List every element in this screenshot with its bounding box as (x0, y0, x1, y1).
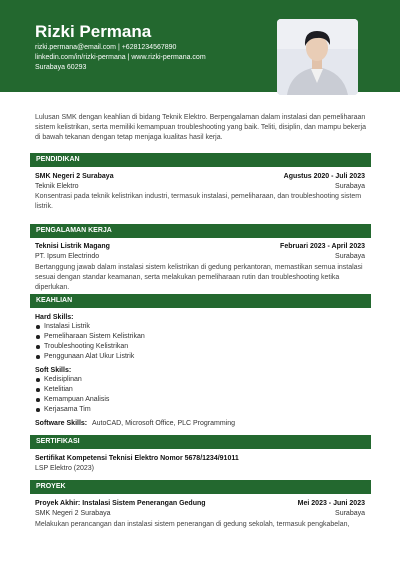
experience-company: PT. Ipsum Electrindo (35, 253, 100, 260)
software-skills-label: Software Skills: (35, 420, 88, 427)
project-city: Surabaya (335, 510, 365, 517)
contact-email-phone: rizki.permana@email.com | +6281234567890 (35, 44, 177, 51)
project-school: SMK Negeri 2 Surabaya (35, 510, 111, 517)
bullet-icon (36, 388, 40, 392)
profile-photo (277, 19, 358, 95)
bullet-icon (36, 378, 40, 382)
experience-role: Teknisi Listrik Magang (35, 243, 110, 250)
education-dates: Agustus 2020 - Juli 2023 (283, 173, 365, 180)
software-skills-list: AutoCAD, Microsoft Office, PLC Programming (92, 420, 236, 427)
contact-links: linkedin.com/in/rizki-permana | www.rizki-permana.com (35, 54, 206, 61)
bullet-icon (36, 398, 40, 402)
hard-skills-label: Hard Skills: (35, 314, 74, 321)
certification-issuer: LSP Elektro (2023) (35, 465, 95, 472)
experience-description: Bertanggung jawab dalam instalasi sistem kelistrikan di gedung perkantoran, memastikan semua instalasi sesuai dengan standar keamanan, serta melakukan pemeliharaan rutin dan troubleshooting ketika diperlukan. (35, 264, 363, 291)
bullet-icon (36, 355, 40, 359)
bullet-icon (36, 325, 40, 329)
contact-location: Surabaya 60293 (35, 64, 87, 71)
section-header-education: PENDIDIKAN (30, 153, 371, 167)
education-city: Surabaya (335, 183, 365, 190)
bullet-icon (36, 408, 40, 412)
section-header-skills: KEAHLIAN (30, 294, 371, 308)
candidate-name: Rizki Permana (35, 22, 152, 41)
soft-skill-item: Kerjasama Tim (44, 406, 91, 413)
hard-skill-item: Instalasi Listrik (44, 323, 90, 330)
section-header-project: PROYEK (30, 480, 371, 494)
section-header-experience: PENGALAMAN KERJA (30, 224, 371, 238)
education-school: SMK Negeri 2 Surabaya (35, 173, 114, 180)
project-name: Proyek Akhir: Instalasi Sistem Penerangan Gedung (35, 500, 206, 507)
education-major: Teknik Elektro (35, 183, 79, 190)
hard-skill-item: Penggunaan Alat Ukur Listrik (44, 353, 135, 360)
soft-skill-item: Kedisiplinan (44, 376, 82, 383)
bullet-icon (36, 345, 40, 349)
soft-skill-item: Ketelitian (44, 386, 73, 393)
section-header-certification: SERTIFIKASI (30, 435, 371, 449)
experience-dates: Februari 2023 - April 2023 (280, 243, 365, 250)
soft-skill-item: Kemampuan Analisis (44, 396, 110, 403)
person-photo-icon (277, 19, 358, 95)
project-description: Melakukan perancangan dan instalasi sistem penerangan di gedung sekolah, termasuk pengkabelan, (35, 521, 350, 528)
hard-skill-item: Pemeliharaan Sistem Kelistrikan (44, 333, 145, 340)
hard-skill-item: Troubleshooting Kelistrikan (44, 343, 129, 350)
soft-skills-label: Soft Skills: (35, 367, 72, 374)
profile-summary: Lulusan SMK dengan keahlian di bidang Teknik Elektro. Berpengalaman dalam instalasi dan pemeliharaan sistem kelistrikan, serta memiliki kemampuan troubleshooting yang baik. Teliti, disiplin, dan mampu bekerja di bawah tekanan dengan tetap menjaga kualitas hasil kerja. (35, 114, 366, 141)
project-dates: Mei 2023 - Juni 2023 (297, 500, 365, 507)
bullet-icon (36, 335, 40, 339)
experience-city: Surabaya (335, 253, 365, 260)
education-description: Konsentrasi pada teknik kelistrikan industri, termasuk instalasi, pemeliharaan, dan troubleshooting sistem listrik. (35, 193, 362, 210)
certification-name: Sertifikat Kompetensi Teknisi Elektro Nomor 5678/1234/91011 (35, 455, 239, 462)
